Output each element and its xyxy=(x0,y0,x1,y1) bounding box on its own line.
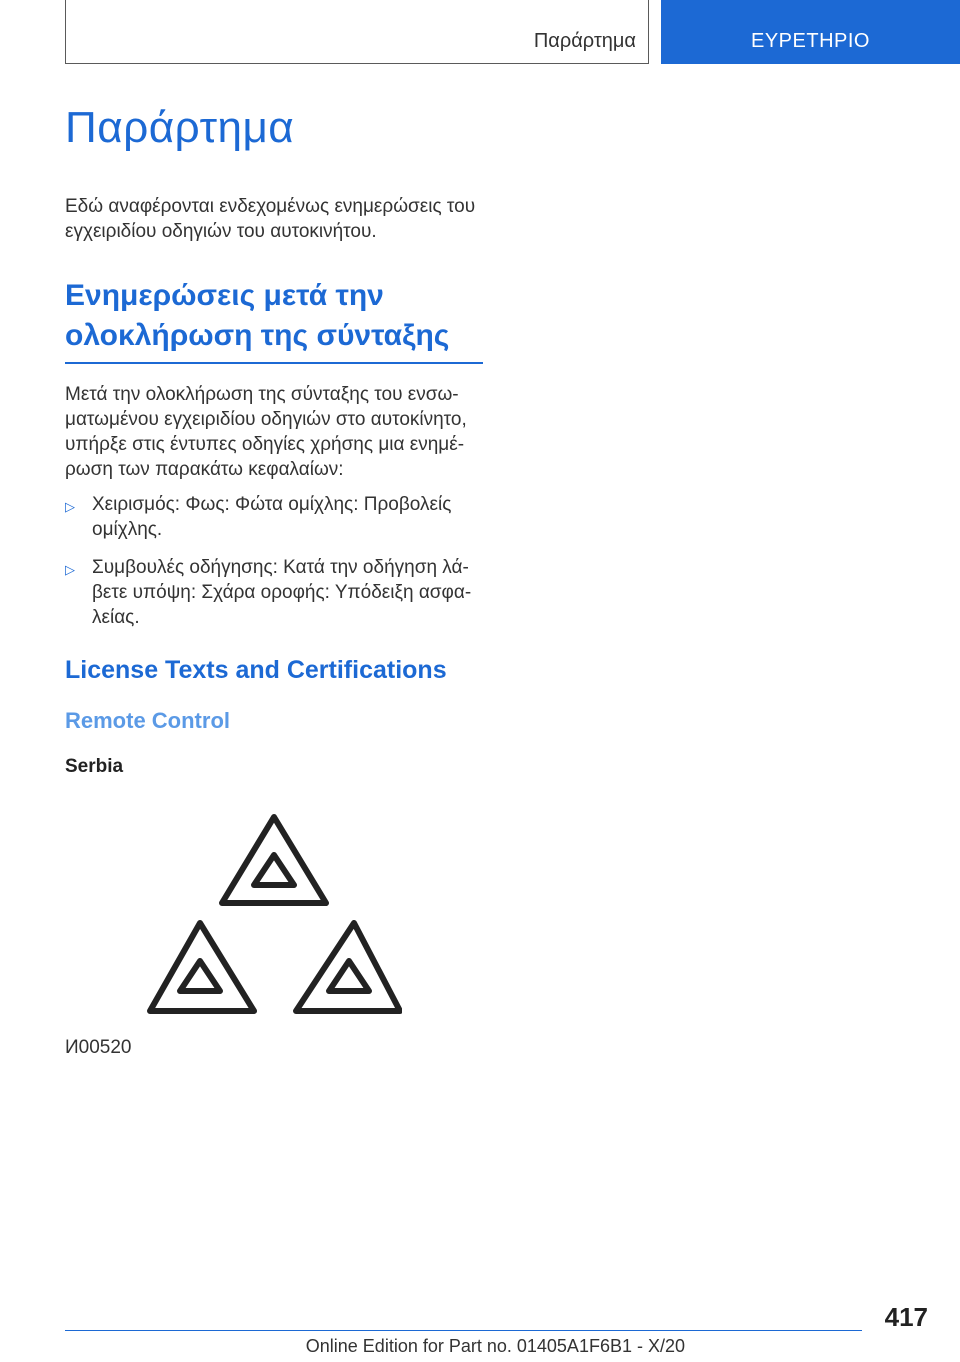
mark-inner-triangle-left xyxy=(180,961,220,991)
license-heading: License Texts and Certifications xyxy=(65,656,447,684)
list-item xyxy=(65,492,483,542)
list-item xyxy=(65,555,483,630)
mark-inner-triangle-top xyxy=(254,855,294,885)
page-title: Παράρτημα xyxy=(65,103,295,152)
list-item-text: Χειρισμός: Φως: Φώτα ομίχλης: Προβολείς ομίχλης. xyxy=(92,494,452,540)
footer-edition-text: Online Edition for Part no. 01405A1F6B1 - X/20 xyxy=(305,1336,685,1356)
mark-inner-triangle-right xyxy=(329,961,369,991)
footer-divider xyxy=(65,1330,862,1331)
page-content xyxy=(65,100,483,1060)
page-number: 417 xyxy=(884,1302,928,1332)
list-item-text: Συμβουλές οδήγησης: Κατά την οδήγηση λάβετε υπόψη: Σχάρα οροφής: Υπόδειξη ασφαλείας. xyxy=(92,557,472,628)
certification-code: И00520 xyxy=(65,1037,132,1058)
intro-paragraph: Εδώ αναφέρονται ενδεχομένως ενημερώσεις του εγχειριδίου οδηγιών του αυτοκινήτου. xyxy=(65,196,476,242)
remote-control-heading: Remote Control xyxy=(65,708,230,733)
triangle-right-icon: ▷ xyxy=(65,562,75,577)
updates-list xyxy=(65,492,483,630)
country-label: Serbia xyxy=(65,756,124,777)
header-index-tab[interactable] xyxy=(661,0,960,64)
header-section-tab[interactable] xyxy=(65,0,649,64)
header-section-label: Παράρτημα xyxy=(533,30,636,52)
updates-paragraph: Μετά την ολοκλήρωση της σύνταξης του ενσωματωμένου εγχειριδίου οδηγιών στο αυτοκίνητο, υπήρξε στις έντυπες οδηγίες χρήσης μια ενημέρωση των παρακάτω κεφαλαίων: xyxy=(65,384,467,480)
header-index-label: ΕΥΡΕΤΗΡΙΟ xyxy=(751,30,870,52)
updates-heading: Ενημερώσεις μετά την ολοκλήρωση της σύνταξης xyxy=(65,276,483,364)
serbia-conformity-mark-icon xyxy=(146,813,402,1019)
triangle-right-icon: ▷ xyxy=(65,499,75,514)
